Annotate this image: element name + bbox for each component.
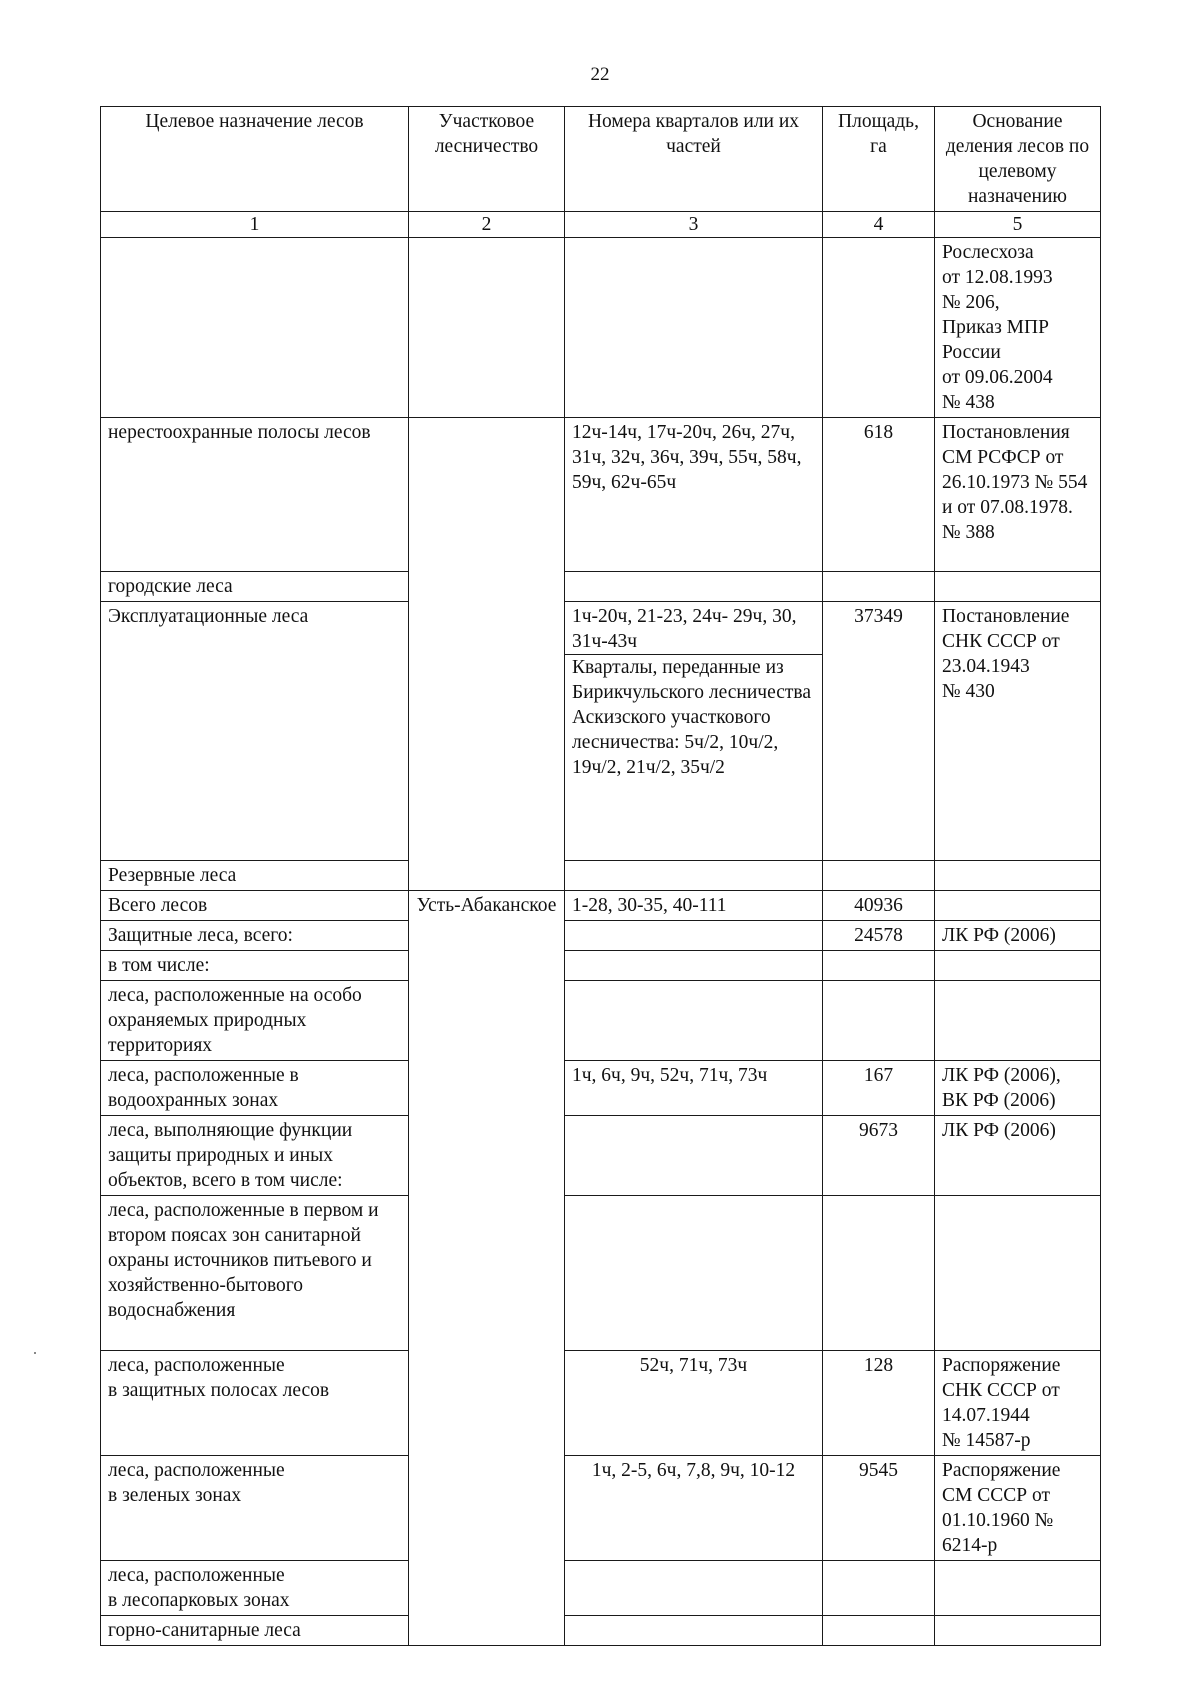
row-name: Всего лесов (101, 891, 409, 921)
row-basis: Распоряжение СМ СССР от 01.10.1960 № 6214-р (935, 1456, 1101, 1561)
header-district: Участковое лесничество (409, 107, 565, 212)
row-name: леса, расположенные в водоохранных зонах (101, 1061, 409, 1116)
row-basis: ЛК РФ (2006) (935, 1116, 1101, 1196)
row-area: 9545 (823, 1456, 935, 1561)
row-area: 128 (823, 1351, 935, 1456)
row-area (823, 238, 935, 418)
row-name: Резервные леса (101, 861, 409, 891)
row-district: Усть-Абаканское (409, 891, 565, 1646)
row-quarters (565, 1561, 823, 1616)
row-basis (935, 981, 1101, 1061)
row-name: леса, выполняющие функции защиты природных и иных объектов, всего в том числе: (101, 1116, 409, 1196)
row-name: Защитные леса, всего: (101, 921, 409, 951)
row-basis (935, 861, 1101, 891)
row-quarters (565, 921, 823, 951)
row-quarters (565, 602, 823, 861)
row-area (823, 572, 935, 602)
col-num-2: 2 (409, 212, 565, 238)
row-name: нерестоохранные полосы лесов (101, 418, 409, 572)
row-basis (935, 1561, 1101, 1616)
row-basis: Распоряжение СНК СССР от 14.07.1944 № 14587-р (935, 1351, 1101, 1456)
row-area (823, 1616, 935, 1646)
header-basis: Основание деления лесов по целевому назначению (935, 107, 1101, 212)
row-quarters: 12ч-14ч, 17ч-20ч, 26ч, 27ч, 31ч, 32ч, 36ч, 39ч, 55ч, 58ч, 59ч, 62ч-65ч (565, 418, 823, 572)
row-name: леса, расположенные на особо охраняемых природных территориях (101, 981, 409, 1061)
row-area: 618 (823, 418, 935, 572)
row-basis (935, 951, 1101, 981)
row-quarters (565, 1196, 823, 1351)
row-area: 37349 (823, 602, 935, 861)
row-basis (935, 1196, 1101, 1351)
row-quarters (565, 1116, 823, 1196)
col-num-4: 4 (823, 212, 935, 238)
row-basis: Постановления СМ РСФСР от 26.10.1973 № 554 и от 07.08.1978. № 388 (935, 418, 1101, 572)
forest-designation-table (100, 106, 1101, 1646)
row-area: 167 (823, 1061, 935, 1116)
row-basis: Рослесхоза от 12.08.1993 № 206, Приказ МПР России от 09.06.2004 № 438 (935, 238, 1101, 418)
header-purpose: Целевое назначение лесов (101, 107, 409, 212)
header-area: Площадь, га (823, 107, 935, 212)
row-basis: ЛК РФ (2006), ВК РФ (2006) (935, 1061, 1101, 1116)
row-name: горно-санитарные леса (101, 1616, 409, 1646)
row-quarters: 1ч, 6ч, 9ч, 52ч, 71ч, 73ч (565, 1061, 823, 1116)
row-quarters: 52ч, 71ч, 73ч (565, 1351, 823, 1456)
quarters-transferred: Кварталы, переданные из Бирикчульского лесничества Аскизского участкового лесничества: 5ч/2, 10ч/2, 19ч/2, 21ч/2, 35ч/2 (572, 657, 812, 778)
col-num-1: 1 (101, 212, 409, 238)
row-quarters: 1ч, 2-5, 6ч, 7,8, 9ч, 10-12 (565, 1456, 823, 1561)
row-district (409, 418, 565, 891)
row-quarters (565, 981, 823, 1061)
row-basis (935, 891, 1101, 921)
row-area (823, 861, 935, 891)
row-district (409, 238, 565, 418)
row-basis: Постановление СНК СССР от 23.04.1943 № 430 (935, 602, 1101, 861)
row-name: Эксплуатационные леса (101, 602, 409, 861)
row-quarters (565, 238, 823, 418)
row-name: леса, расположенные в лесопарковых зонах (101, 1561, 409, 1616)
row-name: леса, расположенные в первом и втором поясах зон санитарной охраны источников питьевого и хозяйственно-бытового водоснабжения (101, 1196, 409, 1351)
row-quarters (565, 1616, 823, 1646)
row-basis (935, 572, 1101, 602)
row-basis (935, 1616, 1101, 1646)
row-area (823, 1196, 935, 1351)
row-basis: ЛК РФ (2006) (935, 921, 1101, 951)
row-name: леса, расположенные в защитных полосах лесов (101, 1351, 409, 1456)
row-name: городские леса (101, 572, 409, 602)
row-area: 40936 (823, 891, 935, 921)
col-num-5: 5 (935, 212, 1101, 238)
row-name: в том числе: (101, 951, 409, 981)
quarters-main: 1ч-20ч, 21-23, 24ч- 29ч, 30, 31ч-43ч (565, 604, 822, 655)
scan-speck (34, 1352, 36, 1354)
row-quarters (565, 861, 823, 891)
header-quarters: Номера кварталов или их частей (565, 107, 823, 212)
row-area: 24578 (823, 921, 935, 951)
col-num-3: 3 (565, 212, 823, 238)
row-area (823, 981, 935, 1061)
row-quarters (565, 951, 823, 981)
row-area (823, 1561, 935, 1616)
row-quarters (565, 572, 823, 602)
row-area (823, 951, 935, 981)
row-name (101, 238, 409, 418)
row-quarters: 1-28, 30-35, 40-111 (565, 891, 823, 921)
page-number: 22 (590, 64, 610, 85)
row-name: леса, расположенные в зеленых зонах (101, 1456, 409, 1561)
row-area: 9673 (823, 1116, 935, 1196)
